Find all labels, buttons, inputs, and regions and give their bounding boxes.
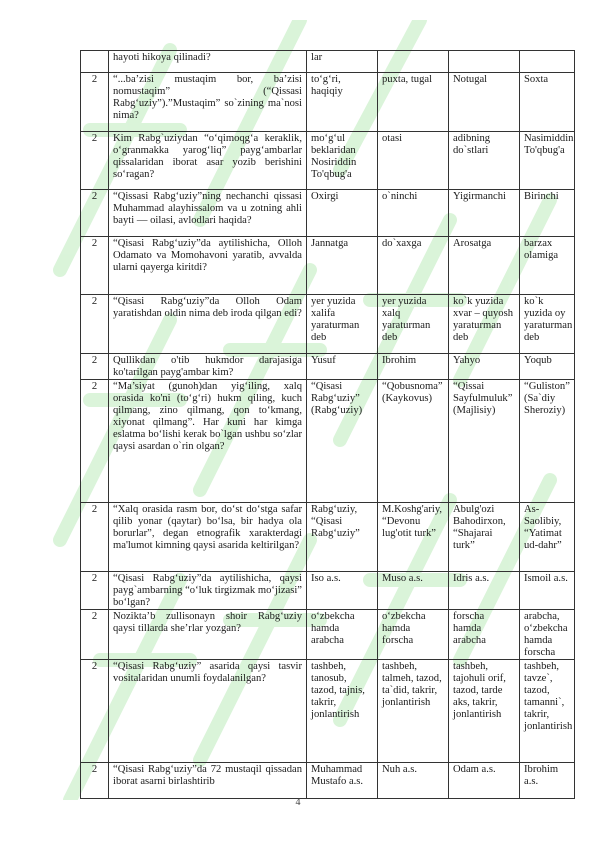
- answer-b-cell: o`ninchi: [378, 190, 449, 237]
- page-number: 4: [295, 797, 301, 808]
- answer-d-cell: As-Saolibiy, “Yatimat ud-dahr”: [520, 503, 575, 572]
- row-number: 2: [81, 237, 109, 295]
- answer-d-cell: [520, 51, 575, 73]
- question-cell: “...ba’zisi mustaqim bor, ba’zisi nomustaqim” (“Qissasi Rabg‘uziy”).”Mustaqim” so`zining ma`nosi nima?: [109, 73, 307, 132]
- row-number: 2: [81, 610, 109, 660]
- row-number: 2: [81, 572, 109, 610]
- row-number: 2: [81, 354, 109, 380]
- table-row: [81, 354, 575, 380]
- answer-c-cell: [449, 51, 520, 73]
- row-number: 2: [81, 763, 109, 799]
- answer-b-cell: tashbeh, talmeh, tazod, ta`did, takrir, jonlantirish: [378, 660, 449, 763]
- answer-b-cell: M.Koshg'ariy, “Devonu lug'otit turk”: [378, 503, 449, 572]
- question-cell: “Qisasi Rabg‘uziy”da aytilishicha, qaysi payg`ambarning “o‘luk tirgizmak mo‘jizasi” bo‘lgan?: [109, 572, 307, 610]
- answer-d-cell: Ibrohim a.s.: [520, 763, 575, 799]
- table-row: [81, 380, 575, 503]
- question-cell: Nozikta’b zullisonayn shoir Rabg‘uziy qaysi tillarda she’rlar yozgan?: [109, 610, 307, 660]
- table-row: [81, 73, 575, 132]
- answer-a-cell: mo‘g‘ul beklaridan Nosiriddin To'qbug'a: [307, 132, 378, 190]
- answer-c-cell: Yigirmanchi: [449, 190, 520, 237]
- answer-d-cell: arabcha, o‘zbekcha hamda forscha: [520, 610, 575, 660]
- answer-b-cell: [378, 51, 449, 73]
- answer-a-cell: “Qisasi Rabg‘uziy” (Rabg‘uziy): [307, 380, 378, 503]
- question-cell: hayoti hikoya qilinadi?: [109, 51, 307, 73]
- answer-b-cell: Nuh a.s.: [378, 763, 449, 799]
- table-row: [81, 763, 575, 799]
- quiz-table: [80, 50, 575, 799]
- table-row: [81, 190, 575, 237]
- table-row: [81, 237, 575, 295]
- table-row: [81, 132, 575, 190]
- answer-c-cell: adibning do`stlari: [449, 132, 520, 190]
- answer-c-cell: ko`k yuzida xvar – quyosh yaraturman deb: [449, 295, 520, 354]
- question-cell: “Qisasi Rabg‘uziy”da aytilishicha, Olloh Odamato va Momohavoni yaratib, avvalda ularni qayerga kiritdi?: [109, 237, 307, 295]
- row-number: 2: [81, 190, 109, 237]
- answer-a-cell: Yusuf: [307, 354, 378, 380]
- question-cell: Kim Rabg`uziydan “o‘qimoqg‘a keraklik, o‘granmakka yarog‘liq” payg‘ambarlar qissalaridan iborat asar yozib berishini so‘ragan?: [109, 132, 307, 190]
- row-number: 2: [81, 660, 109, 763]
- question-cell: “Qisasi Rabg‘uziy”da Olloh Odam yaratishdan oldin nima deb iroda qilgan edi?: [109, 295, 307, 354]
- answer-c-cell: Notugal: [449, 73, 520, 132]
- answer-d-cell: Nasimiddin To'qbug'a: [520, 132, 575, 190]
- question-cell: Qullikdan o'tib hukmdor darajasiga ko'tarilgan payg'ambar kim?: [109, 354, 307, 380]
- answer-d-cell: barzax olamiga: [520, 237, 575, 295]
- row-number: 2: [81, 380, 109, 503]
- table-row: [81, 610, 575, 660]
- answer-a-cell: to‘g‘ri, haqiqiy: [307, 73, 378, 132]
- answer-a-cell: Jannatga: [307, 237, 378, 295]
- answer-b-cell: Ibrohim: [378, 354, 449, 380]
- answer-c-cell: tashbeh, tajohuli orif, tazod, tarde aks, takrir, jonlantirish: [449, 660, 520, 763]
- table-row: [81, 572, 575, 610]
- question-cell: “Qisasi Rabg‘uziy” asarida qaysi tasvir vositalaridan unumli foydalanilgan?: [109, 660, 307, 763]
- answer-a-cell: Iso a.s.: [307, 572, 378, 610]
- question-cell: “Ma’siyat (gunoh)dan yig‘iling, xalq orasida ko'ni (to‘g‘ri) hukm qiling, kuch qilmang, zino qilmang, qon to‘kmang, xiyonat qilmang”. Har kuni har kimga eslatma bo‘lishi kerak bo`lgan ushbu so‘zlar qaysi asardan o`rin olgan?: [109, 380, 307, 503]
- answer-d-cell: “Guliston” (Sa`diy Sheroziy): [520, 380, 575, 503]
- answer-d-cell: Ismoil a.s.: [520, 572, 575, 610]
- answer-b-cell: Muso a.s.: [378, 572, 449, 610]
- answer-c-cell: Arosatga: [449, 237, 520, 295]
- answer-d-cell: tashbeh, tavze`, tazod, tamanni`, takrir, jonlantirish: [520, 660, 575, 763]
- answer-b-cell: yer yuzida xalq yaraturman deb: [378, 295, 449, 354]
- question-cell: “Qisasi Rabg‘uziy”da 72 mustaqil qissadan iborat asarni birlashtirib: [109, 763, 307, 799]
- row-number: 2: [81, 132, 109, 190]
- answer-a-cell: Oxirgi: [307, 190, 378, 237]
- answer-d-cell: ko`k yuzida oy yaraturman deb: [520, 295, 575, 354]
- answer-b-cell: “Qobusnoma” (Kaykovus): [378, 380, 449, 503]
- answer-a-cell: tashbeh, tanosub, tazod, tajnis, takrir, jonlantirish: [307, 660, 378, 763]
- table-row: [81, 295, 575, 354]
- answer-c-cell: Idris a.s.: [449, 572, 520, 610]
- answer-d-cell: Yoqub: [520, 354, 575, 380]
- row-number: 2: [81, 295, 109, 354]
- answer-a-cell: yer yuzida xalifa yaraturman deb: [307, 295, 378, 354]
- answer-c-cell: Yahyo: [449, 354, 520, 380]
- answer-c-cell: Odam a.s.: [449, 763, 520, 799]
- answer-d-cell: Birinchi: [520, 190, 575, 237]
- question-cell: “Qissasi Rabg‘uziy”ning nechanchi qissasi Muhammad alayhissalom va u zotning ahli bayti — oilasi, avlodlari haqida?: [109, 190, 307, 237]
- answer-b-cell: puxta, tugal: [378, 73, 449, 132]
- answer-b-cell: o‘zbekcha hamda forscha: [378, 610, 449, 660]
- row-number: 2: [81, 503, 109, 572]
- answer-c-cell: “Qissai Sayfulmuluk” (Majlisiy): [449, 380, 520, 503]
- answer-c-cell: Abulg'ozi Bahodirxon, “Shajarai turk”: [449, 503, 520, 572]
- answer-d-cell: Soxta: [520, 73, 575, 132]
- question-cell: “Xalq orasida rasm bor, do‘st do‘stga safar qilib yonar (qaytar) bo‘lsa, bir hadya ola borurlar”, degan etnografik xarakterdagi ma'lumot kimning qaysi asarida keltirilgan?: [109, 503, 307, 572]
- answer-a-cell: Muhammad Mustafo a.s.: [307, 763, 378, 799]
- answer-a-cell: lar: [307, 51, 378, 73]
- row-number: 2: [81, 73, 109, 132]
- table-row: [81, 660, 575, 763]
- row-number: [81, 51, 109, 73]
- answer-a-cell: Rabg‘uziy, “Qisasi Rabg‘uziy”: [307, 503, 378, 572]
- answer-a-cell: o‘zbekcha hamda arabcha: [307, 610, 378, 660]
- table-row: [81, 503, 575, 572]
- answer-c-cell: forscha hamda arabcha: [449, 610, 520, 660]
- answer-b-cell: do`xaxga: [378, 237, 449, 295]
- answer-b-cell: otasi: [378, 132, 449, 190]
- table-row: [81, 51, 575, 73]
